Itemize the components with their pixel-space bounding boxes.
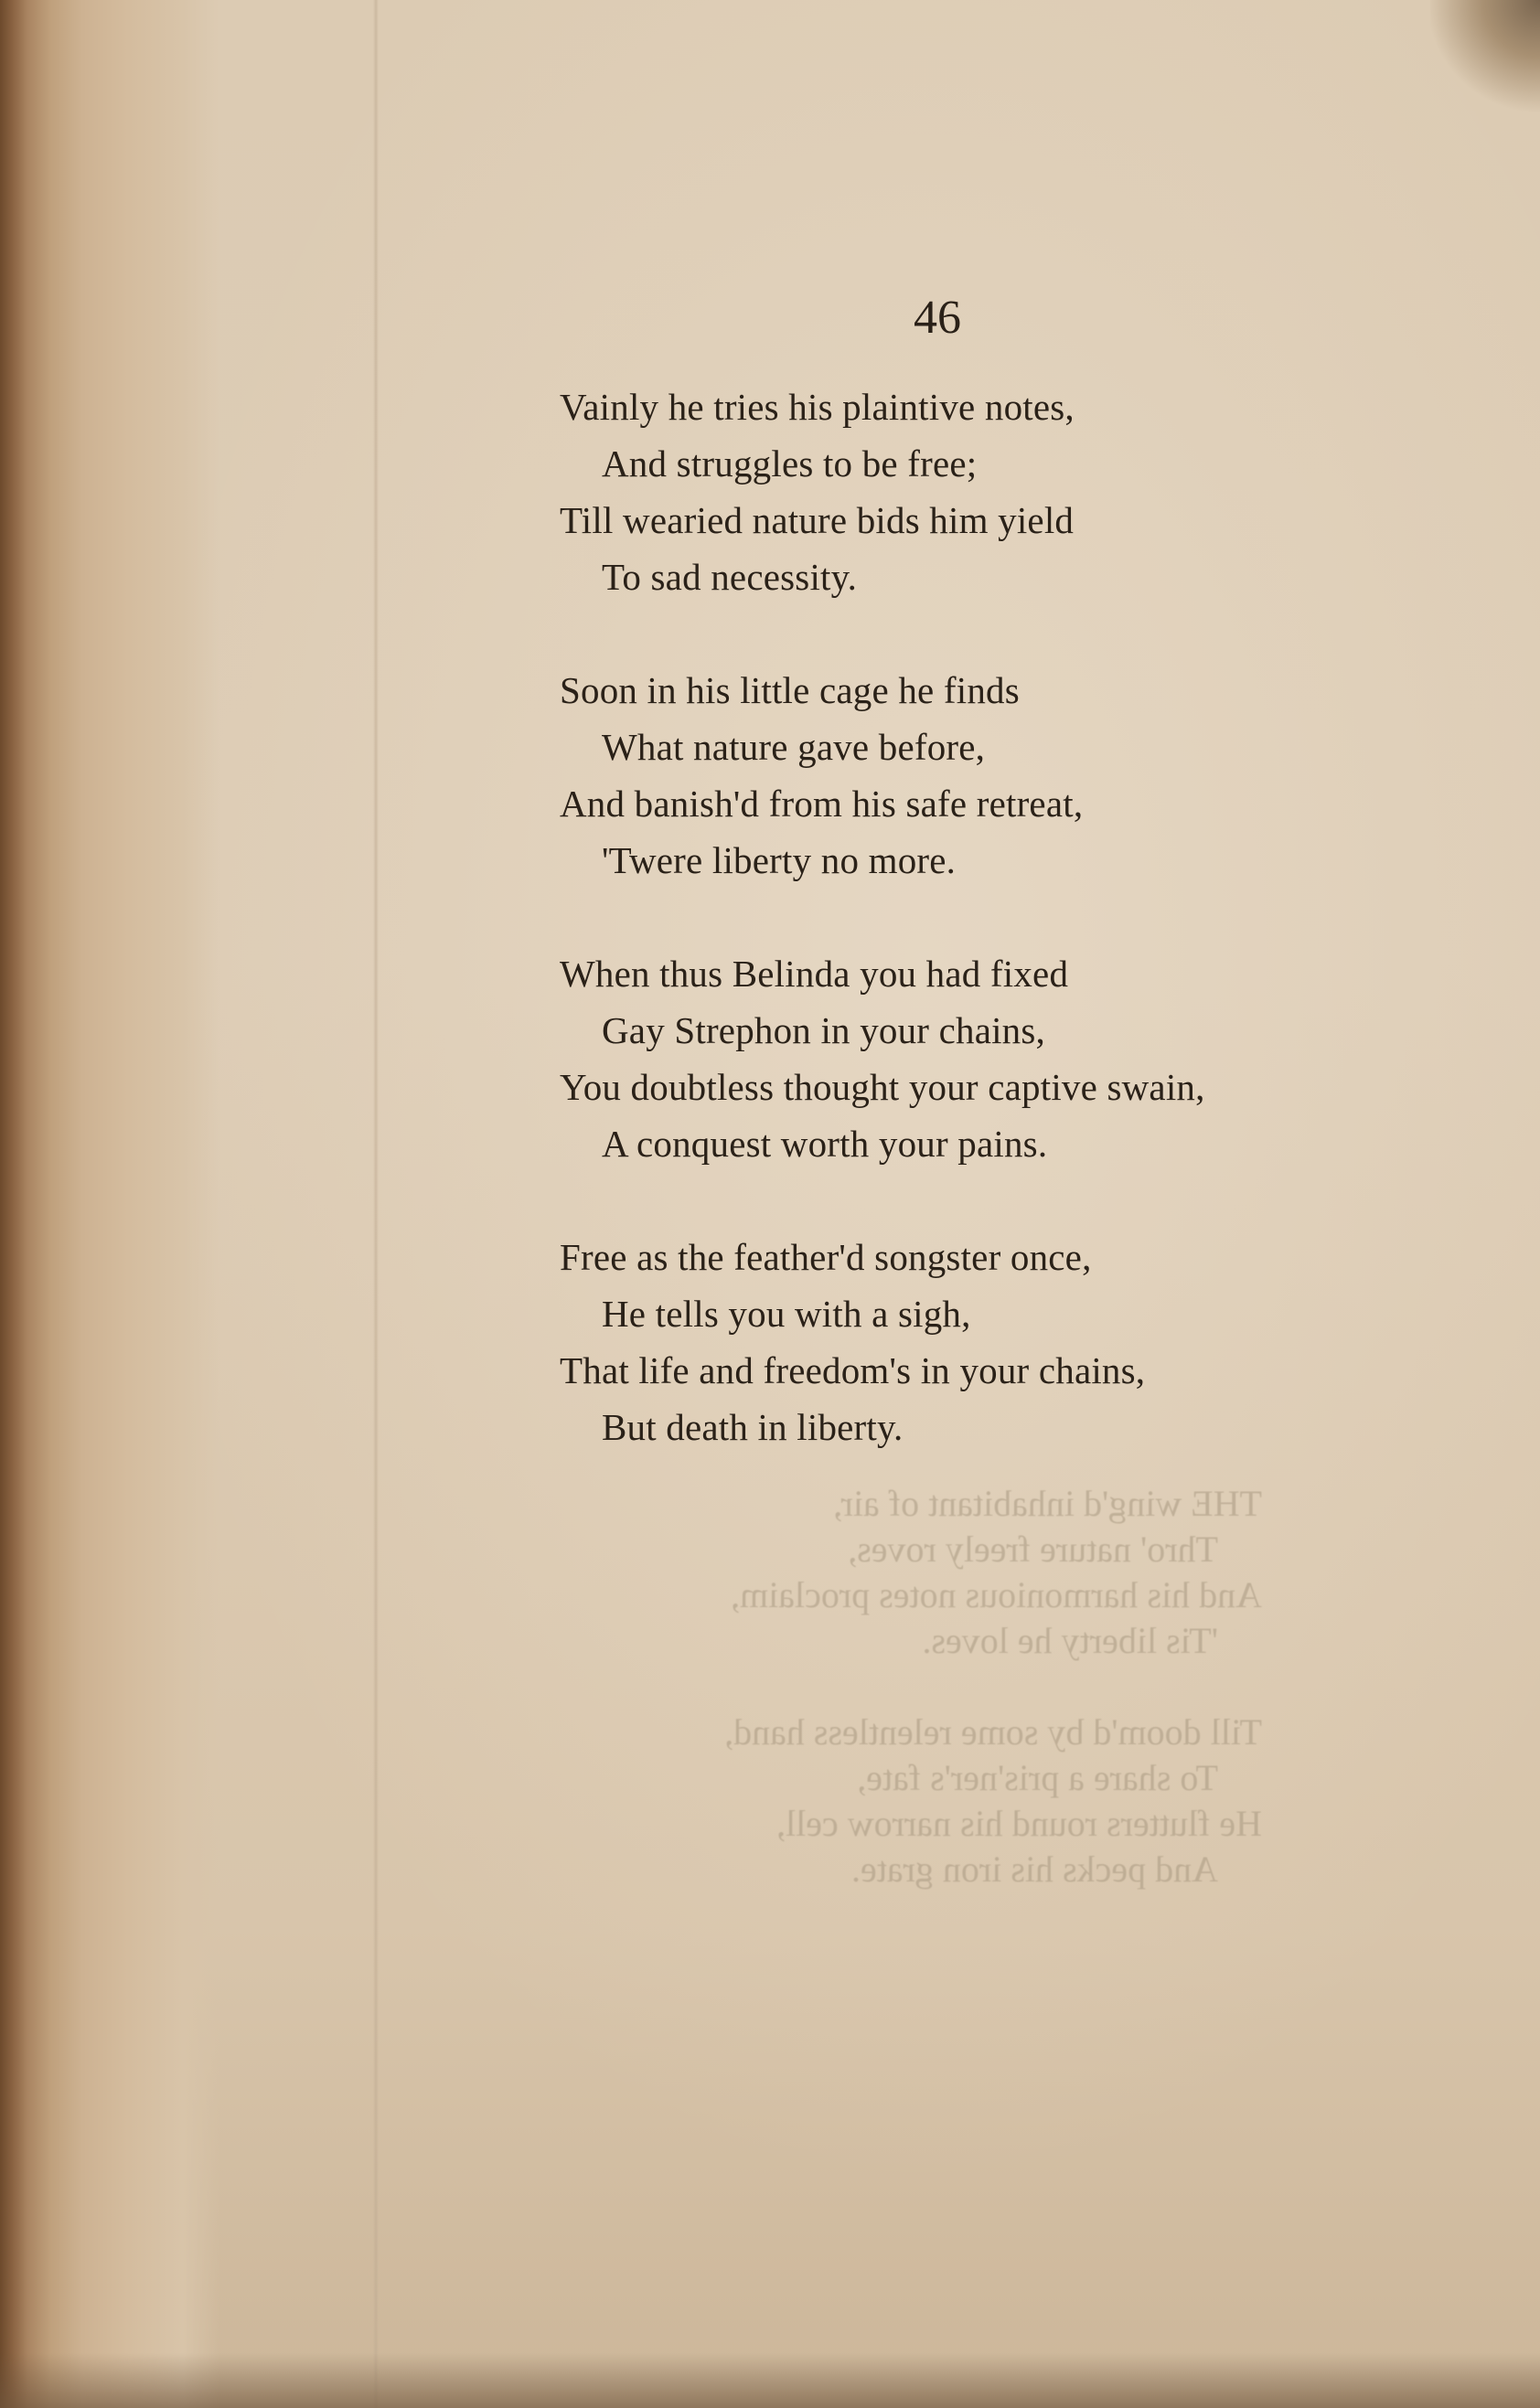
show-through-line: He flutters round his narrow cell, (776, 1803, 1262, 1844)
page-number: 46 (914, 292, 961, 344)
poem-line: Gay Strephon in your chains, (602, 1009, 1045, 1051)
poem-line: Till wearied nature bids him yield (560, 499, 1075, 541)
poem-line: To sad necessity. (602, 556, 858, 598)
poem-line: You doubtless thought your captive swain, (560, 1066, 1205, 1108)
poem-line: A conquest worth your pains. (602, 1123, 1048, 1165)
poem-line: And banish'd from his safe retreat, (560, 783, 1084, 825)
stanza (560, 378, 1383, 605)
stanza (560, 662, 1383, 889)
poem-line: He tells you with a sigh, (602, 1293, 971, 1335)
show-through-line: Till doom'd by some relentless hand, (724, 1711, 1262, 1753)
bottom-shadow (0, 2353, 1540, 2408)
stanza (560, 1229, 1383, 1455)
poem-line: That life and freedom's in your chains, (560, 1349, 1146, 1391)
show-through-text (512, 1481, 1262, 1892)
binding-edge (0, 0, 219, 2408)
poem-line: But death in liberty. (602, 1406, 904, 1448)
show-through-line: And pecks his iron grate. (850, 1849, 1218, 1890)
poem-line: Free as the feather'd songster once, (560, 1236, 1092, 1278)
show-through-line: To share a pris'ner's fate, (857, 1757, 1218, 1798)
poem-line: What nature gave before, (602, 726, 986, 768)
show-through-line (512, 1664, 1262, 1710)
show-through-line: THE wing'd inhabitant of air, (833, 1483, 1262, 1524)
poem-line: Vainly he tries his plaintive notes, (560, 386, 1075, 428)
poem-line: When thus Belinda you had fixed (560, 953, 1069, 995)
page-fold-line (373, 0, 379, 2408)
show-through-line: Thro' nature freely roves, (848, 1529, 1218, 1570)
poem-line: And struggles to be free; (602, 442, 978, 485)
poem-line: Soon in his little cage he finds (560, 669, 1020, 711)
show-through-line: 'Tis liberty he loves. (922, 1620, 1218, 1661)
stanza (560, 945, 1383, 1172)
show-through-line: And his harmonious notes proclaim, (730, 1574, 1262, 1615)
corner-stain (1430, 0, 1540, 119)
poem-line: 'Twere liberty no more. (602, 839, 957, 881)
poem (560, 378, 1383, 1512)
